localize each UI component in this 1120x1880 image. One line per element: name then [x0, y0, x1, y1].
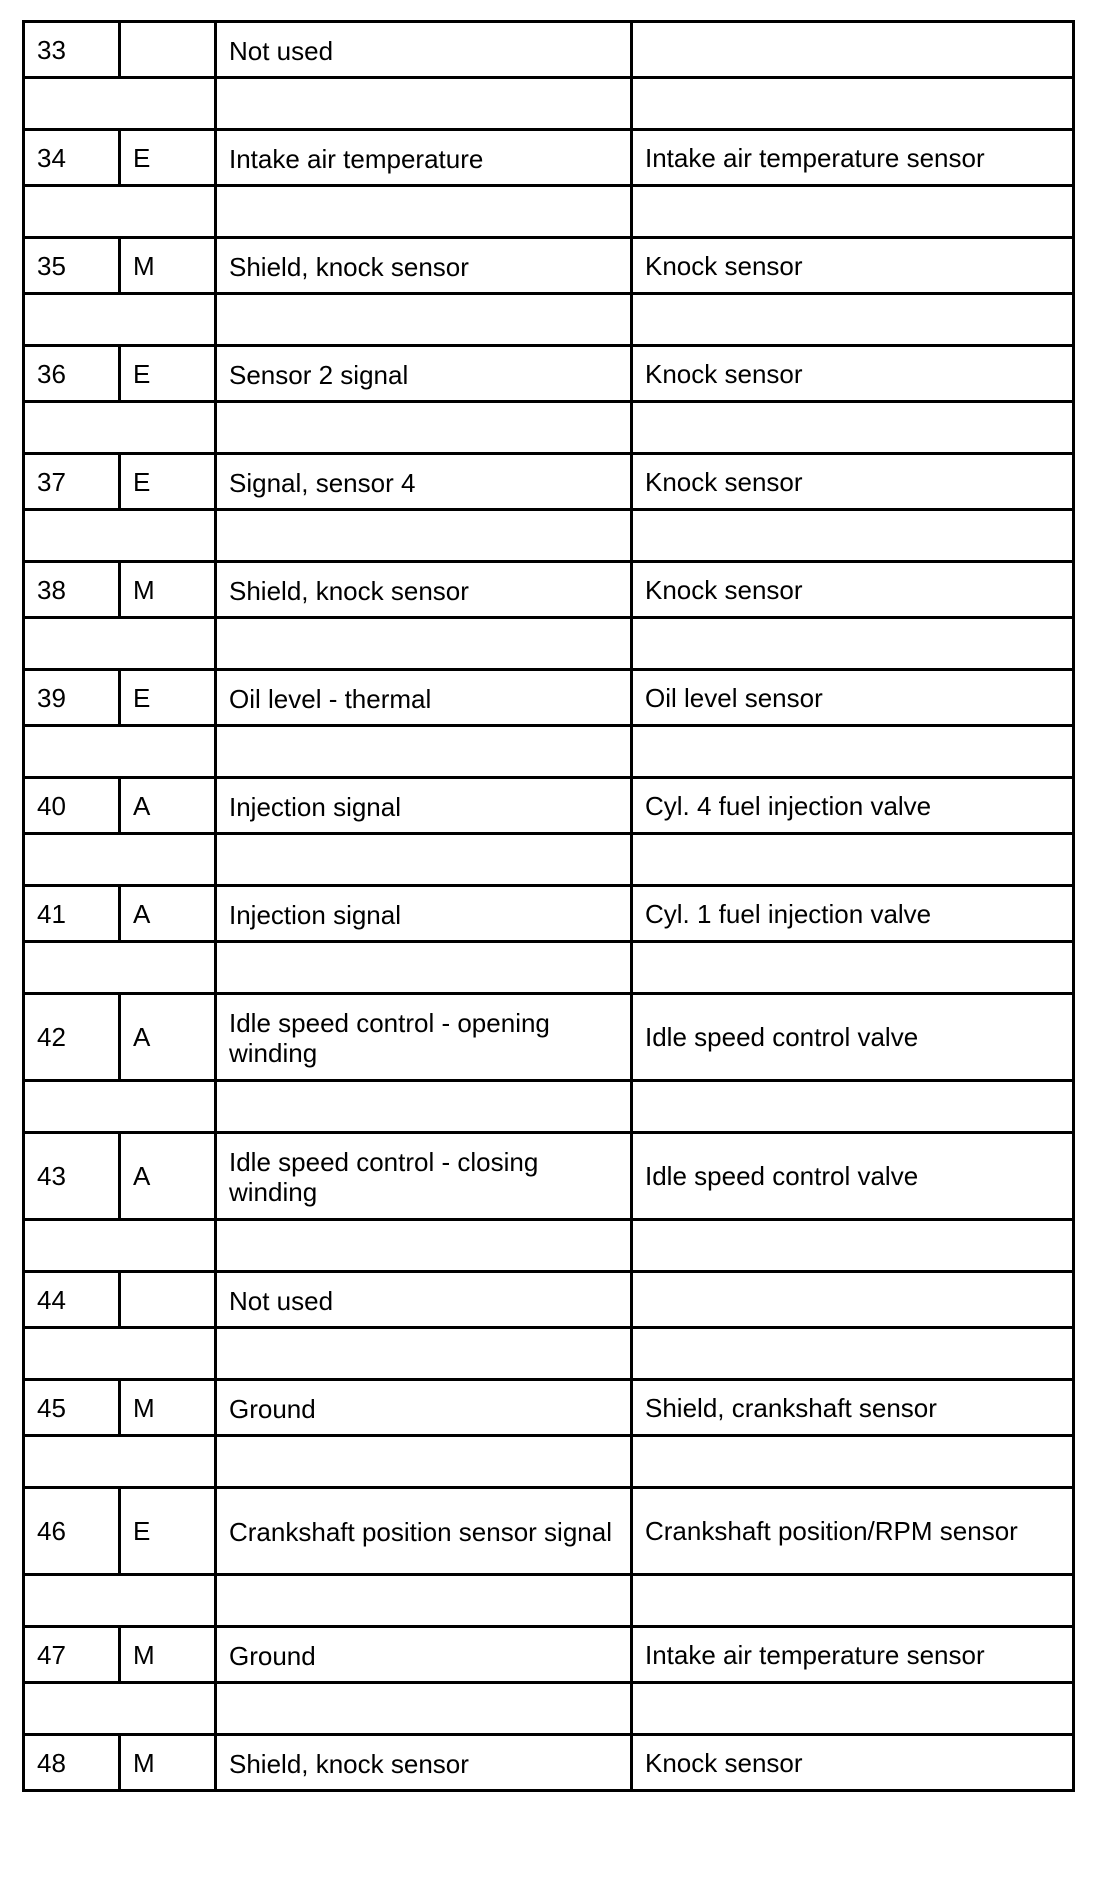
- pin-number-cell: 41: [24, 886, 120, 942]
- pin-number-cell: 34: [24, 130, 120, 186]
- description-cell: Not used: [216, 22, 632, 78]
- signal-type-cell: M: [120, 238, 216, 294]
- spacer-cell: [24, 1436, 216, 1488]
- spacer-cell: [24, 294, 216, 346]
- signal-type-cell: E: [120, 1488, 216, 1575]
- component-cell: [632, 1272, 1074, 1328]
- spacer-cell: [216, 726, 632, 778]
- component-cell: Cyl. 1 fuel injection valve: [632, 886, 1074, 942]
- spacer-row: [24, 510, 1074, 562]
- signal-type-cell: E: [120, 346, 216, 402]
- signal-type-cell: A: [120, 994, 216, 1081]
- spacer-cell: [632, 834, 1074, 886]
- signal-type-cell: A: [120, 886, 216, 942]
- spacer-cell: [216, 1436, 632, 1488]
- pin-number-cell: 38: [24, 562, 120, 618]
- component-cell: Knock sensor: [632, 238, 1074, 294]
- spacer-cell: [632, 618, 1074, 670]
- spacer-row: [24, 402, 1074, 454]
- table-row: [24, 130, 1074, 186]
- spacer-cell: [216, 510, 632, 562]
- table-row: [24, 1272, 1074, 1328]
- spacer-cell: [216, 1081, 632, 1133]
- description-cell: Shield, knock sensor: [216, 562, 632, 618]
- table-row: [24, 1627, 1074, 1683]
- table-row: [24, 994, 1074, 1081]
- spacer-cell: [632, 1436, 1074, 1488]
- component-cell: Oil level sensor: [632, 670, 1074, 726]
- spacer-row: [24, 1575, 1074, 1627]
- table-row: [24, 22, 1074, 78]
- description-cell: Idle speed control - opening winding: [216, 994, 632, 1081]
- signal-type-cell: E: [120, 130, 216, 186]
- signal-type-cell: M: [120, 1627, 216, 1683]
- description-cell: Not used: [216, 1272, 632, 1328]
- spacer-cell: [24, 510, 216, 562]
- spacer-cell: [216, 1575, 632, 1627]
- spacer-cell: [216, 1683, 632, 1735]
- spacer-cell: [632, 1683, 1074, 1735]
- spacer-cell: [216, 186, 632, 238]
- spacer-cell: [24, 186, 216, 238]
- table-row: [24, 1735, 1074, 1791]
- spacer-cell: [216, 1220, 632, 1272]
- spacer-row: [24, 1081, 1074, 1133]
- component-cell: [632, 22, 1074, 78]
- pin-assignment-table: [22, 20, 1075, 1792]
- description-cell: Signal, sensor 4: [216, 454, 632, 510]
- description-cell: Crankshaft position sensor signal: [216, 1488, 632, 1575]
- pin-table-body: [24, 22, 1074, 1791]
- spacer-cell: [216, 618, 632, 670]
- pin-number-cell: 43: [24, 1133, 120, 1220]
- signal-type-cell: [120, 1272, 216, 1328]
- pin-number-cell: 33: [24, 22, 120, 78]
- spacer-cell: [216, 1328, 632, 1380]
- spacer-cell: [632, 942, 1074, 994]
- spacer-cell: [632, 1328, 1074, 1380]
- spacer-row: [24, 294, 1074, 346]
- component-cell: Intake air temperature sensor: [632, 1627, 1074, 1683]
- spacer-cell: [24, 78, 216, 130]
- signal-type-cell: A: [120, 778, 216, 834]
- signal-type-cell: M: [120, 1380, 216, 1436]
- spacer-row: [24, 942, 1074, 994]
- pin-number-cell: 46: [24, 1488, 120, 1575]
- spacer-row: [24, 1328, 1074, 1380]
- table-row: [24, 238, 1074, 294]
- table-row: [24, 886, 1074, 942]
- description-cell: Shield, knock sensor: [216, 1735, 632, 1791]
- description-cell: Shield, knock sensor: [216, 238, 632, 294]
- component-cell: Knock sensor: [632, 346, 1074, 402]
- spacer-cell: [632, 294, 1074, 346]
- component-cell: Shield, crankshaft sensor: [632, 1380, 1074, 1436]
- spacer-cell: [24, 1328, 216, 1380]
- description-cell: Ground: [216, 1380, 632, 1436]
- spacer-cell: [24, 942, 216, 994]
- spacer-row: [24, 1683, 1074, 1735]
- pin-number-cell: 39: [24, 670, 120, 726]
- spacer-row: [24, 834, 1074, 886]
- component-cell: Idle speed control valve: [632, 1133, 1074, 1220]
- spacer-cell: [632, 78, 1074, 130]
- component-cell: Cyl. 4 fuel injection valve: [632, 778, 1074, 834]
- spacer-cell: [24, 1081, 216, 1133]
- table-row: [24, 1488, 1074, 1575]
- pin-number-cell: 44: [24, 1272, 120, 1328]
- pin-number-cell: 47: [24, 1627, 120, 1683]
- spacer-row: [24, 726, 1074, 778]
- pin-number-cell: 35: [24, 238, 120, 294]
- spacer-row: [24, 618, 1074, 670]
- pin-number-cell: 48: [24, 1735, 120, 1791]
- signal-type-cell: A: [120, 1133, 216, 1220]
- spacer-cell: [24, 1220, 216, 1272]
- spacer-row: [24, 186, 1074, 238]
- spacer-cell: [24, 1575, 216, 1627]
- spacer-cell: [216, 294, 632, 346]
- spacer-cell: [24, 618, 216, 670]
- table-row: [24, 346, 1074, 402]
- spacer-cell: [216, 942, 632, 994]
- component-cell: Knock sensor: [632, 562, 1074, 618]
- spacer-cell: [632, 402, 1074, 454]
- component-cell: Intake air temperature sensor: [632, 130, 1074, 186]
- spacer-cell: [24, 1683, 216, 1735]
- table-row: [24, 454, 1074, 510]
- table-row: [24, 670, 1074, 726]
- description-cell: Ground: [216, 1627, 632, 1683]
- spacer-cell: [632, 1220, 1074, 1272]
- description-cell: Sensor 2 signal: [216, 346, 632, 402]
- spacer-row: [24, 1220, 1074, 1272]
- spacer-cell: [24, 726, 216, 778]
- table-row: [24, 1380, 1074, 1436]
- spacer-row: [24, 78, 1074, 130]
- description-cell: Oil level - thermal: [216, 670, 632, 726]
- spacer-cell: [216, 834, 632, 886]
- table-row: [24, 1133, 1074, 1220]
- spacer-cell: [24, 402, 216, 454]
- description-cell: Injection signal: [216, 886, 632, 942]
- spacer-cell: [216, 402, 632, 454]
- pin-number-cell: 36: [24, 346, 120, 402]
- pin-number-cell: 45: [24, 1380, 120, 1436]
- pin-number-cell: 40: [24, 778, 120, 834]
- signal-type-cell: M: [120, 1735, 216, 1791]
- spacer-row: [24, 1436, 1074, 1488]
- signal-type-cell: [120, 22, 216, 78]
- component-cell: Knock sensor: [632, 454, 1074, 510]
- component-cell: Idle speed control valve: [632, 994, 1074, 1081]
- spacer-cell: [632, 1575, 1074, 1627]
- pin-number-cell: 37: [24, 454, 120, 510]
- spacer-cell: [632, 1081, 1074, 1133]
- spacer-cell: [24, 834, 216, 886]
- description-cell: Idle speed control - closing winding: [216, 1133, 632, 1220]
- table-row: [24, 562, 1074, 618]
- signal-type-cell: E: [120, 454, 216, 510]
- spacer-cell: [632, 510, 1074, 562]
- signal-type-cell: M: [120, 562, 216, 618]
- signal-type-cell: E: [120, 670, 216, 726]
- table-row: [24, 778, 1074, 834]
- component-cell: Crankshaft position/RPM sensor: [632, 1488, 1074, 1575]
- component-cell: Knock sensor: [632, 1735, 1074, 1791]
- spacer-cell: [632, 726, 1074, 778]
- description-cell: Injection signal: [216, 778, 632, 834]
- spacer-cell: [216, 78, 632, 130]
- spacer-cell: [632, 186, 1074, 238]
- description-cell: Intake air temperature: [216, 130, 632, 186]
- pin-number-cell: 42: [24, 994, 120, 1081]
